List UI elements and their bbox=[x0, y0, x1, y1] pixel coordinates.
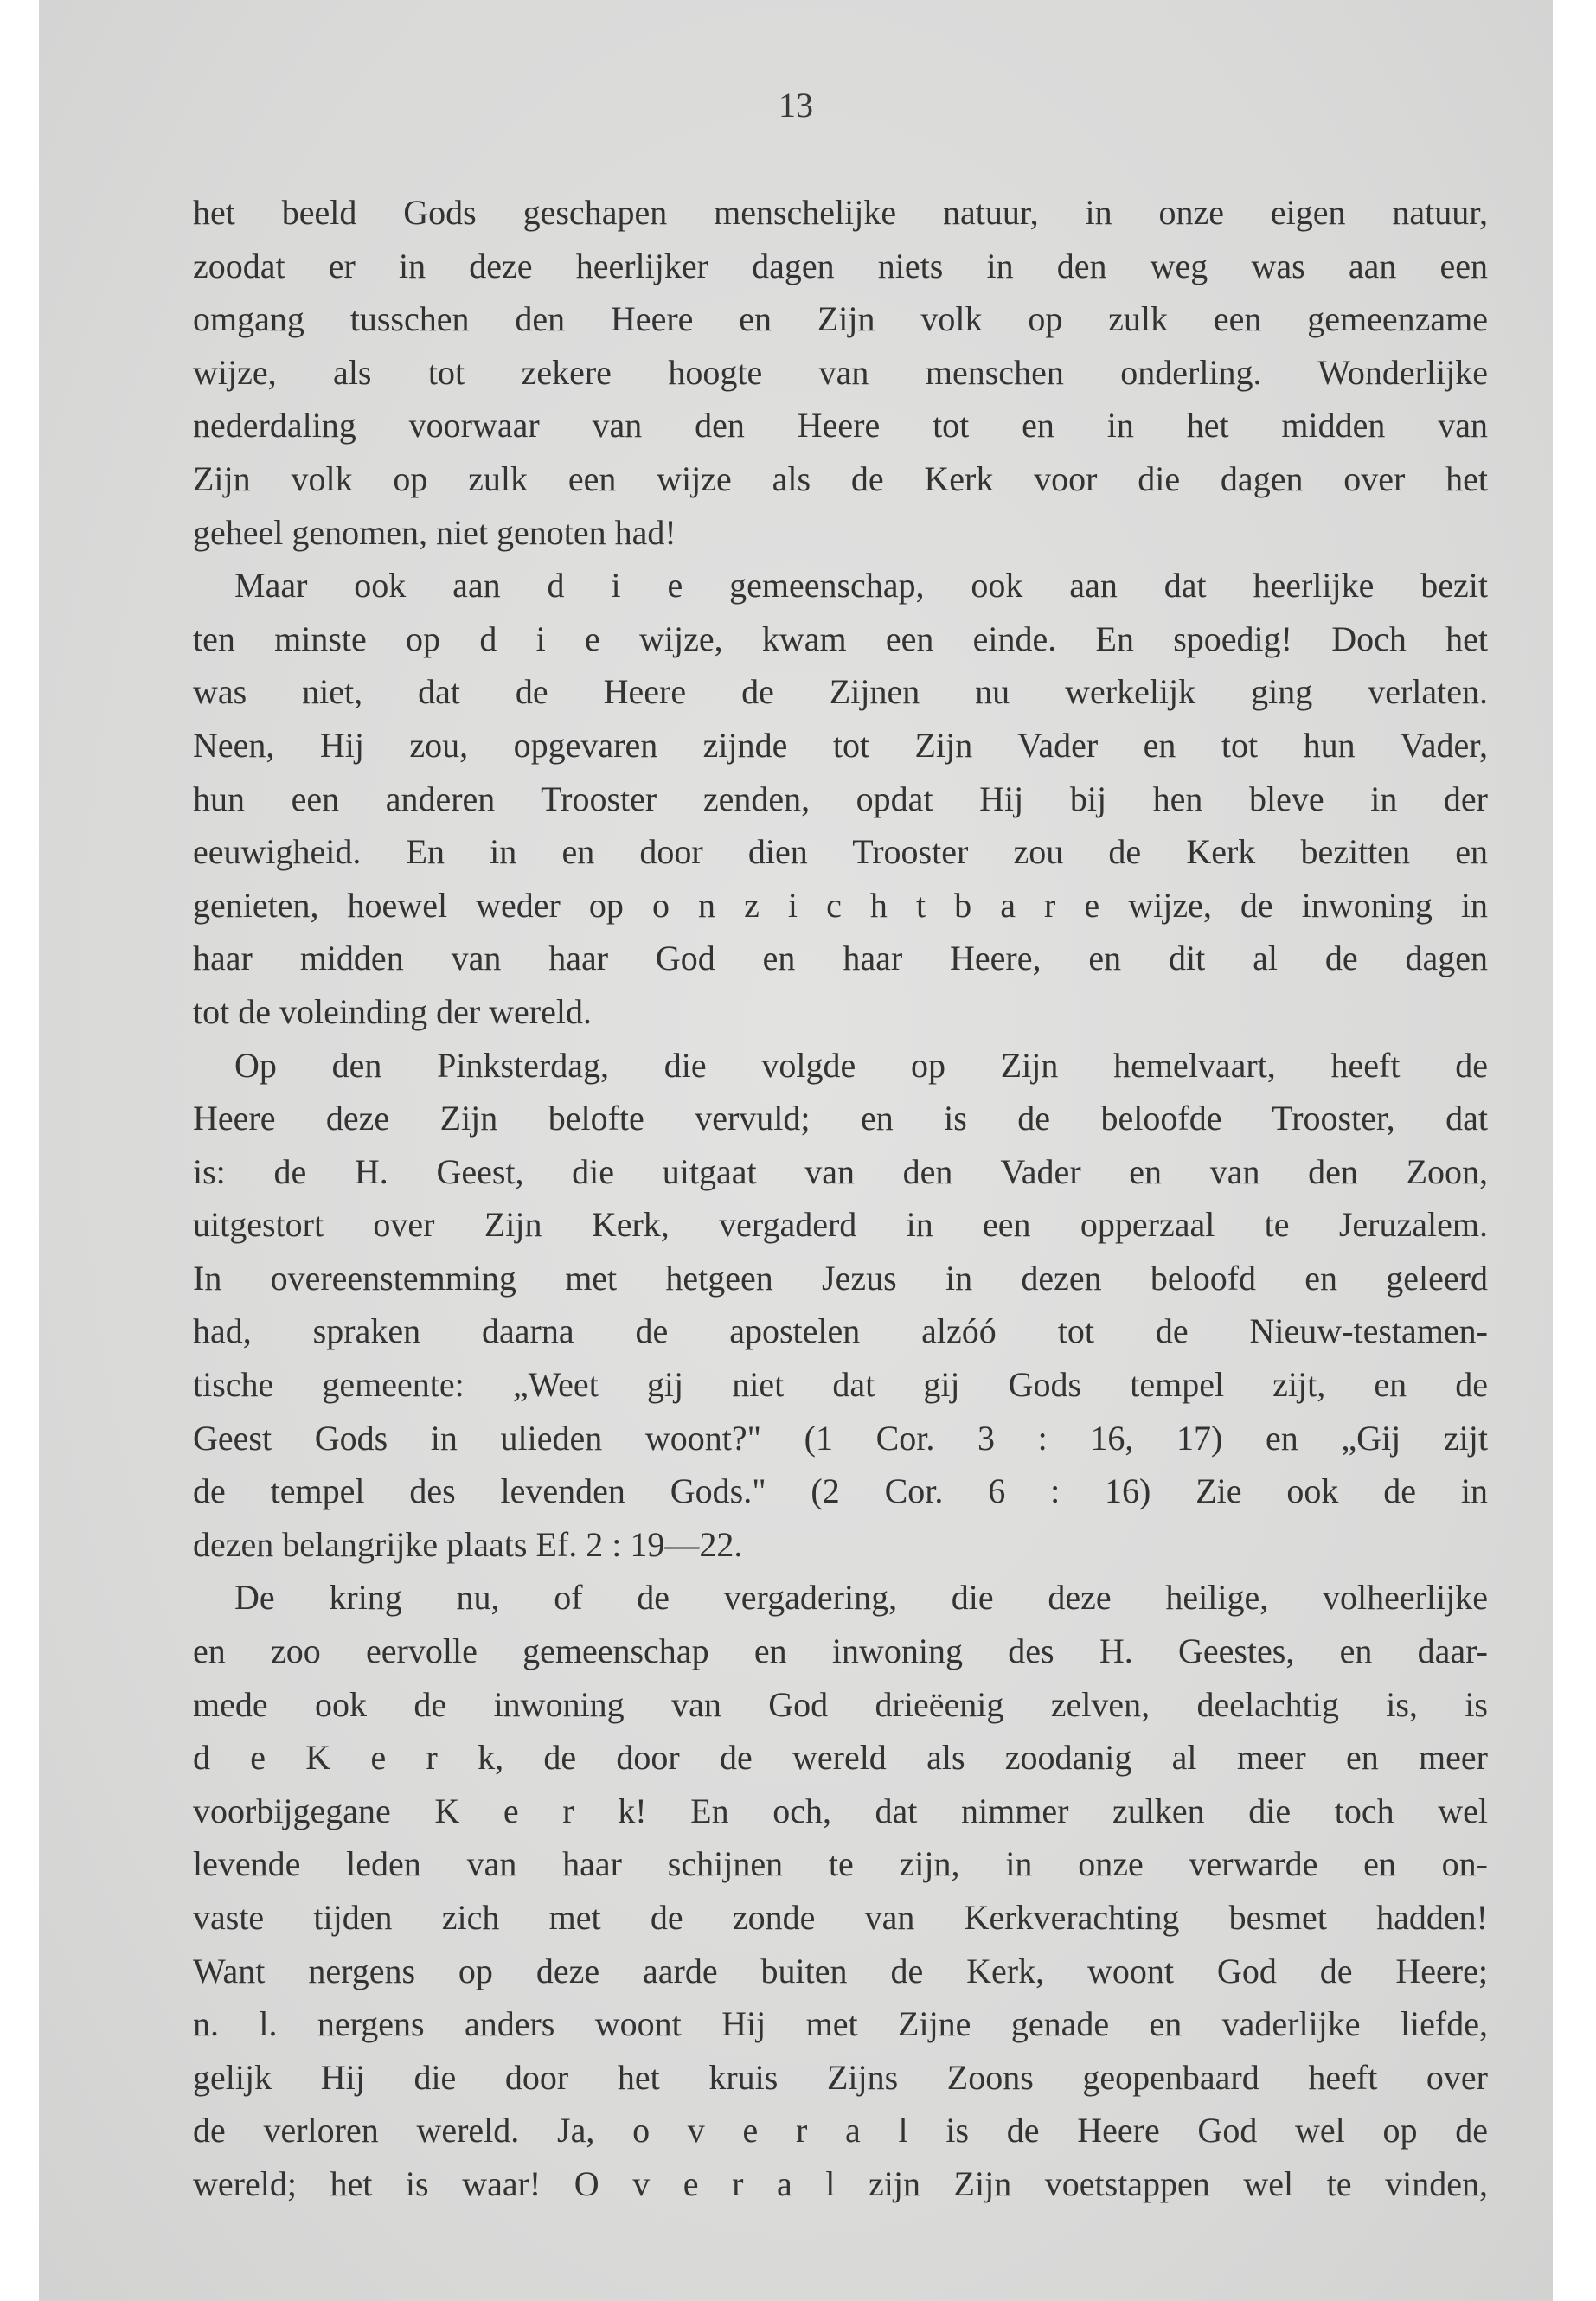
scanned-page bbox=[39, 0, 1553, 2301]
text-line: geheel genomen, niet genoten had! bbox=[193, 512, 676, 552]
text-line: Maar ook aan d i e gemeenschap, ook aan dat heerlijke bezit bbox=[234, 566, 1488, 606]
text-line: was niet, dat de Heere de Zijnen nu werkelijk ging verlaten. bbox=[193, 672, 1488, 712]
text-line: mede ook de inwoning van God drieëenig zelven, deelachtig is, is bbox=[193, 1684, 1488, 1724]
text-line: n. l. nergens anders woont Hij met Zijne genade en vaderlijke liefde, bbox=[193, 2004, 1488, 2044]
text-line: tot de voleinding der wereld. bbox=[193, 991, 592, 1031]
text-line: het beeld Gods geschapen menschelijke natuur, in onze eigen natuur, bbox=[193, 193, 1488, 232]
body-text bbox=[193, 186, 1488, 2211]
page-number: 13 bbox=[779, 86, 813, 125]
text-line: levende leden van haar schijnen te zijn, in onze verwarde en on- bbox=[193, 1844, 1488, 1884]
text-line: haar midden van haar God en haar Heere, en dit al de dagen bbox=[193, 939, 1488, 978]
text-line: Op den Pinksterdag, die volgde op Zijn hemelvaart, heeft de bbox=[234, 1045, 1488, 1085]
text-line: is: de H. Geest, die uitgaat van den Vader en van den Zoon, bbox=[193, 1151, 1488, 1191]
text-line: d e K e r k, de door de wereld als zoodanig al meer en meer bbox=[193, 1738, 1488, 1778]
text-line: Geest Gods in ulieden woont?" (1 Cor. 3 : 16, 17) en „Gij zijt bbox=[193, 1418, 1488, 1458]
text-line: uitgestort over Zijn Kerk, vergaderd in een opperzaal te Jeruzalem. bbox=[193, 1205, 1488, 1245]
text-line: wereld; het is waar! O v e r a l zijn Zijn voetstappen wel te vinden, bbox=[193, 2163, 1488, 2203]
text-line: omgang tusschen den Heere en Zijn volk op zulk een gemeenzame bbox=[193, 299, 1488, 339]
text-line: ten minste op d i e wijze, kwam een einde. En spoedig! Doch het bbox=[193, 619, 1488, 658]
text-line: Neen, Hij zou, opgevaren zijnde tot Zijn Vader en tot hun Vader, bbox=[193, 725, 1488, 765]
text-line: de tempel des levenden Gods." (2 Cor. 6 : 16) Zie ook de in bbox=[193, 1471, 1488, 1511]
text-line: genieten, hoewel weder op o n z i c h t b a r e wijze, de inwoning in bbox=[193, 885, 1488, 925]
text-line: de verloren wereld. Ja, o v e r a l is de Heere God wel op de bbox=[193, 2111, 1488, 2150]
text-line: zoodat er in deze heerlijker dagen niets in den weg was aan een bbox=[193, 246, 1488, 285]
text-line: vaste tijden zich met de zonde van Kerkverachting besmet hadden! bbox=[193, 1898, 1488, 1937]
text-line: gelijk Hij die door het kruis Zijns Zoons geopenbaard heeft over bbox=[193, 2057, 1488, 2097]
text-line: had, spraken daarna de apostelen alzóó tot de Nieuw-testamen- bbox=[193, 1311, 1488, 1351]
text-line: tische gemeente: „Weet gij niet dat gij Gods tempel zijt, en de bbox=[193, 1365, 1488, 1405]
text-line: voorbijgegane K e r k! En och, dat nimmer zulken die toch wel bbox=[193, 1791, 1488, 1830]
text-line: De kring nu, of de vergadering, die deze heilige, volheerlijke bbox=[234, 1578, 1488, 1618]
text-line: Want nergens op deze aarde buiten de Kerk, woont God de Heere; bbox=[193, 1951, 1488, 1990]
text-line: Heere deze Zijn belofte vervuld; en is de beloofde Trooster, dat bbox=[193, 1099, 1488, 1138]
text-line: dezen belangrijke plaats Ef. 2 : 19—22. bbox=[193, 1524, 743, 1564]
text-line: wijze, als tot zekere hoogte van menschen onderling. Wonderlijke bbox=[193, 352, 1488, 392]
text-line: In overeenstemming met hetgeen Jezus in dezen beloofd en geleerd bbox=[193, 1258, 1488, 1298]
text-line: hun een anderen Trooster zenden, opdat Hij bij hen bleve in der bbox=[193, 779, 1488, 818]
text-line: nederdaling voorwaar van den Heere tot en in het midden van bbox=[193, 406, 1488, 445]
text-line: Zijn volk op zulk een wijze als de Kerk voor die dagen over het bbox=[193, 458, 1488, 498]
text-line: en zoo eervolle gemeenschap en inwoning des H. Geestes, en daar- bbox=[193, 1631, 1488, 1671]
text-line: eeuwigheid. En in en door dien Trooster zou de Kerk bezitten en bbox=[193, 832, 1488, 872]
